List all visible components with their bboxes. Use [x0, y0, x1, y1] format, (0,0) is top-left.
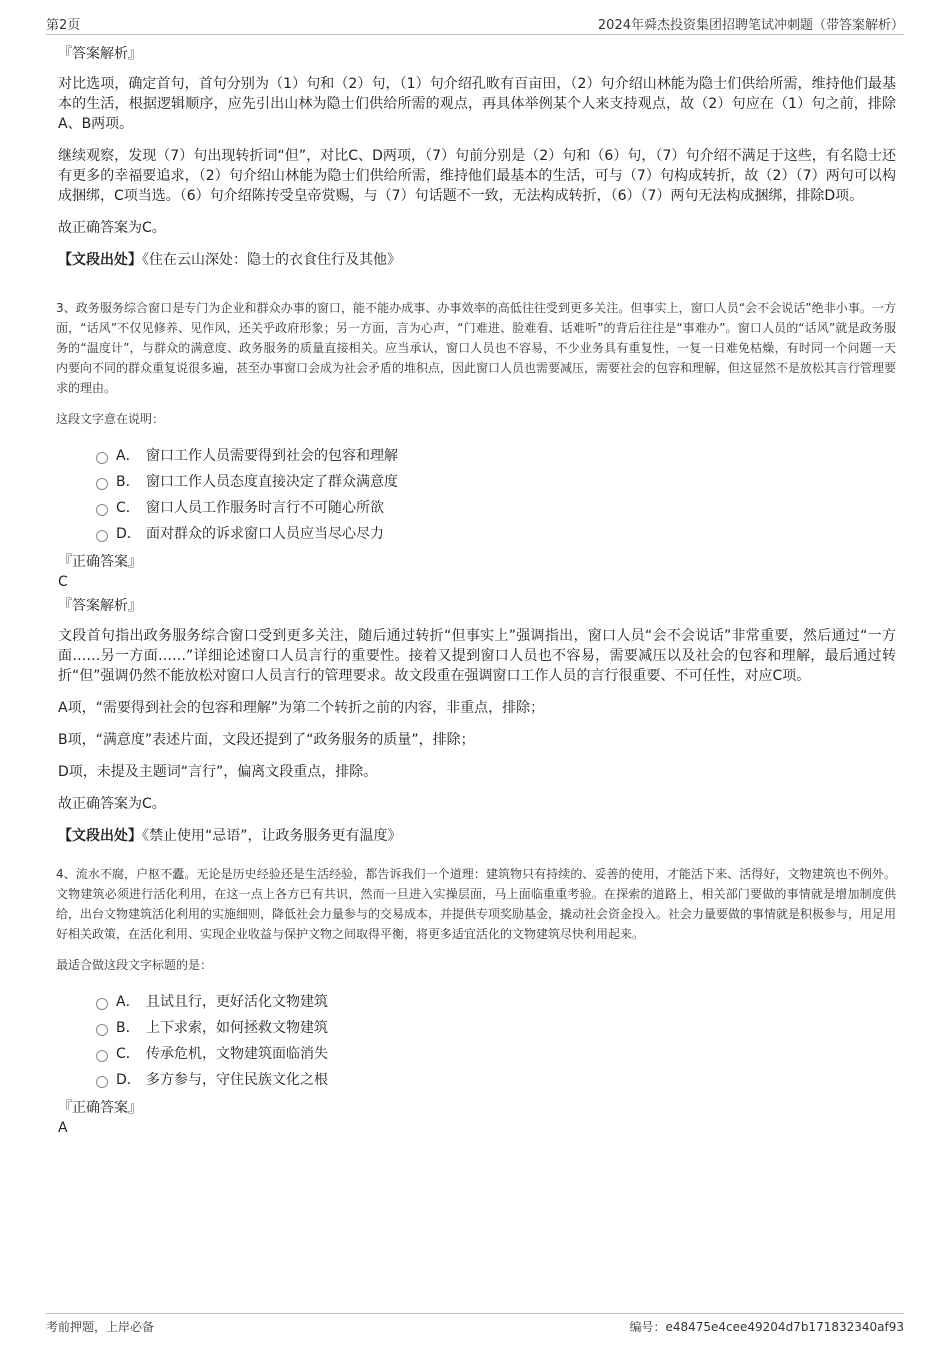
question-3-text: 3、政务服务综合窗口是专门为企业和群众办事的窗口，能不能办成事、办事效率的高低往往受到更多关注。但事实上，窗口人员“会不会说话”绝非小事。一方面，“话风”不仅见修养、见作风，还关乎政府形象；另一方面，言为心声，“门难进、脸难看、话难听”的背后往往是“事难办”。窗口人员的“话风”就是政务服务的“温度计”，与群众的满意度、政务服务的质量直接相关。应当承认，窗口人员也不容易，不少业务具有重复性，一复一日难免枯燥，有时同一个问题一天内要向不同的群众重复说很多遍，甚至办事窗口会成为社会矛盾的堆积点，因此窗口人员也需要减压，需要社会的包容和理解，但这显然不是放松其言行管理要求的理由。: [56, 301, 897, 395]
analysis-label: 『答案解析』: [58, 46, 142, 62]
radio-icon[interactable]: [96, 1076, 108, 1088]
option-a[interactable]: [96, 442, 896, 468]
question-4-options: [96, 988, 896, 1092]
analysis-paragraph: B项，“满意度”表述片面，文段还提到了“政务服务的质量”，排除；: [58, 732, 475, 748]
option-text: 面对群众的诉求窗口人员应当尽心尽力: [146, 526, 384, 542]
option-key: A．: [116, 994, 140, 1010]
footer-slogan: 考前押题，上岸必备: [46, 1320, 155, 1334]
option-key: D．: [116, 526, 141, 542]
analysis-paragraph: D项，未提及主题词“言行”，偏离文段重点，排除。: [58, 764, 378, 780]
option-text: 多方参与，守住民族文化之根: [146, 1072, 328, 1088]
document-title: 2024年舜杰投资集团招聘笔试冲刺题（带答案解析）: [597, 18, 904, 33]
option-text: 传承危机，文物建筑面临消失: [146, 1046, 328, 1062]
question-4-text: 4、流水不腐，户枢不蠹。无论是历史经验还是生活经验，都告诉我们一个道理：建筑物只有持续的、妥善的使用，才能活下来、活得好，文物建筑也不例外。文物建筑必须进行活化利用，在这一点上各方已有共识，然而一旦进入实操层面，马上面临重重考验。在探索的道路上，相关部门要做的事情就是增加制度供给，出台文物建筑活化利用的实施细则，降低社会力量参与的交易成本，并提供专项奖励基金，撬动社会资金投入。社会力量要做的事情就是积极参与，用足用好相关政策，在活化利用、实现企业收益与保护文物之间取得平衡，将更多适宜活化的文物建筑尽快利用起来。: [56, 867, 897, 941]
page-footer: [46, 1313, 904, 1336]
radio-icon[interactable]: [96, 998, 108, 1010]
correct-answer: A: [58, 1120, 68, 1136]
question-4-prompt: 最适合做这段文字标题的是：: [56, 958, 213, 972]
source-text: 《禁止使用“忌语”，让政务服务更有温度》: [142, 828, 402, 844]
page-header: [46, 12, 904, 35]
option-text: 窗口工作人员需要得到社会的包容和理解: [146, 448, 398, 464]
source-line: [58, 826, 896, 846]
analysis-conclusion: 故正确答案为C。: [58, 796, 166, 812]
document-body: [56, 44, 896, 1142]
page-number: 第2页: [46, 18, 81, 33]
radio-icon[interactable]: [96, 1024, 108, 1036]
analysis-paragraph: 继续观察，发现（7）句出现转折词“但”，对比C、D两项，（7）句前分别是（2）句和（6）句，（7）句介绍不满足于这些，有名隐士还有更多的幸福要追求，（2）句介绍山林能为隐士们供给所需，维持他们最基本的生活，可与（7）句构成转折，故（2）（7）两句可以构成捆绑，C项当选。（6）句介绍陈抟受皇帝赏赐，与（7）句话题不一致，无法构成转折，（6）（7）两句无法构成捆绑，排除D项。: [58, 148, 896, 204]
option-key: D．: [116, 1072, 141, 1088]
option-text: 窗口工作人员态度直接决定了群众满意度: [146, 474, 398, 490]
radio-icon[interactable]: [96, 1050, 108, 1062]
source-line: [58, 250, 896, 270]
option-d[interactable]: [96, 520, 896, 546]
option-key: C．: [116, 500, 140, 516]
option-text: 窗口人员工作服务时言行不可随心所欲: [146, 500, 384, 516]
source-label: 【文段出处】: [58, 252, 142, 268]
option-b[interactable]: [96, 468, 896, 494]
radio-icon[interactable]: [96, 504, 108, 516]
source-text: 《住在云山深处：隐士的衣食住行及其他》: [142, 252, 401, 268]
option-text: 且试且行，更好活化文物建筑: [146, 994, 328, 1010]
analysis-label: 『答案解析』: [58, 598, 142, 614]
analysis-conclusion: 故正确答案为C。: [58, 220, 166, 236]
radio-icon[interactable]: [96, 478, 108, 490]
option-d[interactable]: [96, 1066, 896, 1092]
option-b[interactable]: [96, 1014, 896, 1040]
option-key: B．: [116, 474, 140, 490]
analysis-paragraph: A项，“需要得到社会的包容和理解”为第二个转折之前的内容，非重点，排除；: [58, 700, 545, 716]
source-label: 【文段出处】: [58, 828, 142, 844]
option-c[interactable]: [96, 494, 896, 520]
analysis-paragraph: 文段首句指出政务服务综合窗口受到更多关注，随后通过转折“但事实上”强调指出，窗口人员“会不会说话”非常重要，然后通过“一方面……另一方面……”详细论述窗口人员言行的重要性。接着又提到窗口人员也不容易，需要减压以及社会的包容和理解，最后通过转折“但”强调仍然不能放松对窗口人员言行的管理要求。故文段重在强调窗口工作人员的言行很重要、不可任性，对应C项。: [58, 628, 896, 684]
correct-answer-label: 『正确答案』: [58, 1100, 142, 1116]
option-key: B．: [116, 1020, 140, 1036]
analysis-paragraph: 对比选项，确定首句，首句分别为（1）句和（2）句，（1）句介绍孔畋有百亩田，（2）句介绍山林能为隐士们供给所需，维持他们最基本的生活，根据逻辑顺序，应先引出山林为隐士们供给所需的观点，再具体举例某个人来支持观点，故（2）句应在（1）句之前，排除A、B两项。: [58, 76, 896, 132]
radio-icon[interactable]: [96, 530, 108, 542]
option-text: 上下求索，如何拯救文物建筑: [146, 1020, 328, 1036]
document-id: 编号：e48475e4cee49204d7b171832340af93: [629, 1320, 904, 1334]
question-3-options: [96, 442, 896, 546]
option-key: A．: [116, 448, 140, 464]
correct-answer-label: 『正确答案』: [58, 554, 142, 570]
option-a[interactable]: [96, 988, 896, 1014]
correct-answer: C: [58, 574, 68, 590]
option-key: C．: [116, 1046, 140, 1062]
question-3-prompt: 这段文字意在说明：: [56, 412, 165, 426]
option-c[interactable]: [96, 1040, 896, 1066]
radio-icon[interactable]: [96, 452, 108, 464]
